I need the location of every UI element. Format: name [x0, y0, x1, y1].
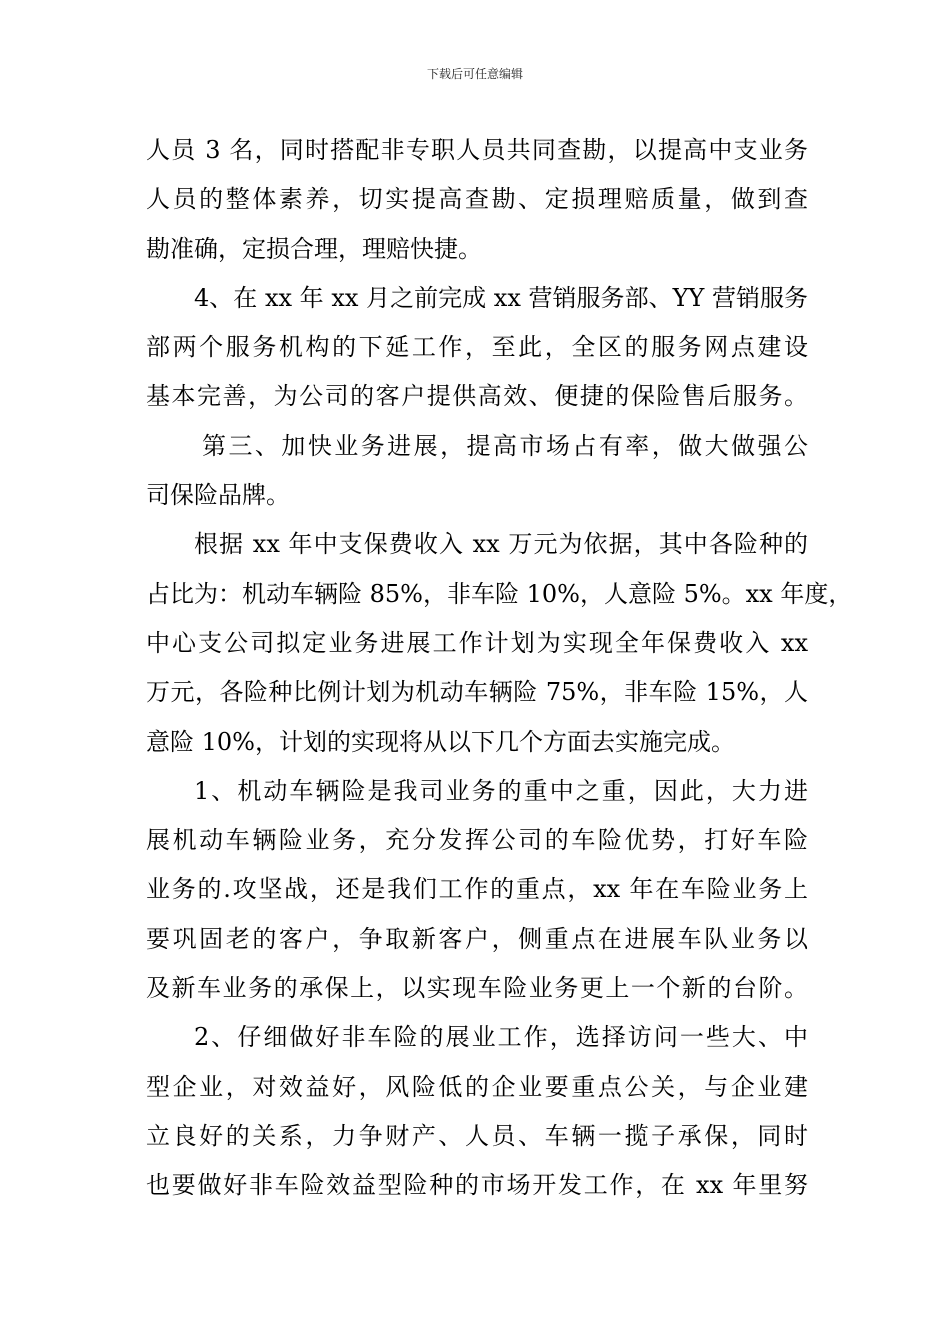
text-line: 要巩固老的客户，争取新客户，侧重点在进展车队业务以 [146, 924, 808, 953]
text-line: 部两个服务机构的下延工作，至此，全区的服务网点建设 [146, 333, 808, 362]
text-line: 人员的整体素养，切实提高查勘、定损理赔质量，做到查 [146, 185, 808, 214]
text-line: 4、在 xx 年 xx 月之前完成 xx 营销服务部、YY 营销服务 [194, 283, 808, 312]
text-line: 根据 xx 年中支保费收入 xx 万元为依据，其中各险种的 [194, 530, 808, 559]
text-line: 万元，各险种比例计划为机动车辆险 75%，非车险 15%，人 [146, 678, 808, 707]
text-line: 业务的.攻坚战，还是我们工作的重点，xx 年在车险业务上 [146, 875, 808, 904]
text-line: 型企业，对效益好，风险低的企业要重点公关，与企业建 [146, 1072, 808, 1101]
document-body [146, 126, 853, 1211]
text-line: 也要做好非车险效益型险种的市场开发工作，在 xx 年里努 [146, 1171, 808, 1200]
page-header: 下载后可任意编辑 [426, 67, 523, 81]
text-line: 意险 10%，计划的实现将从以下几个方面去实施完成。 [146, 727, 735, 756]
text-line: 2、仔细做好非车险的展业工作，选择访问一些大、中 [194, 1023, 808, 1052]
text-line: 1、机动车辆险是我司业务的重中之重，因此，大力进 [194, 776, 808, 805]
text-line: 立良好的关系，力争财产、人员、车辆一揽子承保，同时 [146, 1121, 808, 1150]
text-line: 人员 3 名，同时搭配非专职人员共同查勘，以提高中支业务 [146, 136, 808, 164]
text-line: 司保险品牌。 [146, 481, 290, 510]
text-line: 展机动车辆险业务，充分发挥公司的车险优势，打好车险 [146, 826, 808, 855]
text-line: 及新车业务的承保上，以实现车险业务更上一个新的台阶。 [146, 974, 808, 1003]
section-heading: 第三、加快业务进展，提高市场占有率，做大做强公 [202, 431, 808, 460]
text-line: 占比为：机动车辆险 85%，非车险 10%，人意险 5%。xx 年度， [146, 579, 853, 608]
text-line: 中心支公司拟定业务进展工作计划为实现全年保费收入 xx [146, 628, 808, 657]
text-line: 基本完善，为公司的客户提供高效、便捷的保险售后服务。 [146, 382, 808, 411]
text-line: 勘准确，定损合理，理赔快捷。 [146, 234, 482, 263]
